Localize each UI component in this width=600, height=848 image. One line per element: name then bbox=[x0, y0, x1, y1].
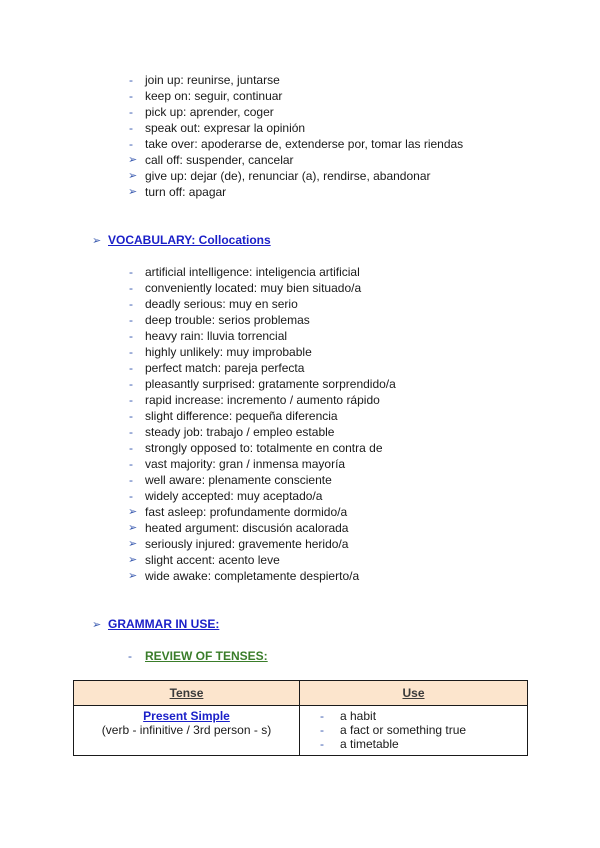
list-item-text: rapid increase: incremento / aumento rápido bbox=[145, 393, 380, 407]
list-item-text: deadly serious: muy en serio bbox=[145, 297, 298, 311]
tense-cell bbox=[74, 706, 300, 756]
list-item bbox=[128, 408, 396, 424]
collocations-list bbox=[128, 264, 396, 584]
tense-form: (verb - infinitive / 3rd person - s) bbox=[101, 723, 272, 737]
dash-bullet-icon: - bbox=[320, 723, 324, 737]
dash-bullet-icon: - bbox=[129, 345, 133, 359]
list-item-text: perfect match: pareja perfecta bbox=[145, 361, 305, 375]
list-item-text: call off: suspender, cancelar bbox=[145, 153, 294, 167]
list-item bbox=[128, 104, 463, 120]
dash-bullet-icon: - bbox=[129, 313, 133, 327]
list-item-text: conveniently located: muy bien situado/a bbox=[145, 281, 362, 295]
list-item-text: pick up: aprender, coger bbox=[145, 105, 274, 119]
list-item-text: speak out: expresar la opinión bbox=[145, 121, 306, 135]
arrow-bullet-icon: ➢ bbox=[92, 235, 102, 247]
list-item-text: fast asleep: profundamente dormido/a bbox=[145, 505, 348, 519]
list-item bbox=[128, 88, 463, 104]
table-header-row bbox=[74, 681, 528, 706]
tense-column-header: Tense bbox=[74, 681, 300, 706]
list-item-text: widely accepted: muy aceptado/a bbox=[145, 489, 323, 503]
dash-bullet-icon: - bbox=[128, 649, 132, 663]
list-item bbox=[128, 472, 396, 488]
list-item bbox=[128, 280, 396, 296]
grammar-heading-text: GRAMMAR IN USE: bbox=[108, 617, 220, 631]
list-item bbox=[128, 136, 463, 152]
list-item-text: well aware: plenamente consciente bbox=[145, 473, 332, 487]
arrow-bullet-icon: ➢ bbox=[128, 554, 138, 566]
dash-bullet-icon: - bbox=[129, 329, 133, 343]
arrow-bullet-icon: ➢ bbox=[128, 538, 138, 550]
tense-name: Present Simple bbox=[143, 709, 230, 723]
list-item-text: give up: dejar (de), renunciar (a), rendirse, abandonar bbox=[145, 169, 431, 183]
list-item bbox=[128, 344, 396, 360]
vocabulary-heading bbox=[92, 232, 271, 248]
dash-bullet-icon: - bbox=[129, 425, 133, 439]
list-item-text: slight difference: pequeña diferencia bbox=[145, 409, 338, 423]
list-item bbox=[128, 328, 396, 344]
list-item-text: seriously injured: gravemente herido/a bbox=[145, 537, 349, 551]
grammar-heading bbox=[92, 616, 219, 632]
list-item bbox=[128, 184, 463, 200]
list-item bbox=[128, 360, 396, 376]
use-item bbox=[320, 737, 521, 751]
tenses-table bbox=[73, 680, 528, 756]
list-item-text: wide awake: completamente despierto/a bbox=[145, 569, 360, 583]
list-item-text: turn off: apagar bbox=[145, 185, 227, 199]
uses-list bbox=[306, 709, 521, 751]
use-column-header: Use bbox=[300, 681, 528, 706]
use-item-text: a timetable bbox=[340, 737, 399, 751]
dash-bullet-icon: - bbox=[129, 473, 133, 487]
list-item bbox=[128, 520, 396, 536]
list-item-text: vast majority: gran / inmensa mayoría bbox=[145, 457, 346, 471]
phrasal-verbs-list bbox=[128, 72, 463, 200]
use-item bbox=[320, 723, 521, 737]
list-item-text: highly unlikely: muy improbable bbox=[145, 345, 312, 359]
arrow-bullet-icon: ➢ bbox=[128, 186, 138, 198]
dash-bullet-icon: - bbox=[129, 457, 133, 471]
dash-bullet-icon: - bbox=[129, 265, 133, 279]
list-item bbox=[128, 504, 396, 520]
list-item bbox=[128, 568, 396, 584]
use-item bbox=[320, 709, 521, 723]
list-item bbox=[128, 424, 396, 440]
arrow-bullet-icon: ➢ bbox=[128, 522, 138, 534]
table-row bbox=[74, 706, 528, 756]
arrow-bullet-icon: ➢ bbox=[128, 170, 138, 182]
list-item bbox=[128, 264, 396, 280]
dash-bullet-icon: - bbox=[129, 121, 133, 135]
dash-bullet-icon: - bbox=[129, 73, 133, 87]
list-item bbox=[128, 152, 463, 168]
dash-bullet-icon: - bbox=[129, 393, 133, 407]
dash-bullet-icon: - bbox=[129, 137, 133, 151]
list-item bbox=[128, 376, 396, 392]
list-item-text: artificial intelligence: inteligencia artificial bbox=[145, 265, 360, 279]
dash-bullet-icon: - bbox=[129, 441, 133, 455]
list-item bbox=[128, 440, 396, 456]
list-item bbox=[128, 392, 396, 408]
arrow-bullet-icon: ➢ bbox=[128, 506, 138, 518]
list-item-text: strongly opposed to: totalmente en contra de bbox=[145, 441, 383, 455]
list-item bbox=[128, 296, 396, 312]
dash-bullet-icon: - bbox=[129, 281, 133, 295]
list-item bbox=[128, 456, 396, 472]
list-item-text: slight accent: acento leve bbox=[145, 553, 280, 567]
use-item-text: a fact or something true bbox=[340, 723, 467, 737]
dash-bullet-icon: - bbox=[320, 737, 324, 751]
review-of-tenses-heading bbox=[128, 648, 268, 664]
list-item-text: heated argument: discusión acalorada bbox=[145, 521, 349, 535]
list-item-text: steady job: trabajo / empleo estable bbox=[145, 425, 335, 439]
dash-bullet-icon: - bbox=[129, 105, 133, 119]
list-item-text: keep on: seguir, continuar bbox=[145, 89, 283, 103]
dash-bullet-icon: - bbox=[320, 709, 324, 723]
list-item bbox=[128, 312, 396, 328]
list-item bbox=[128, 72, 463, 88]
dash-bullet-icon: - bbox=[129, 361, 133, 375]
list-item bbox=[128, 488, 396, 504]
dash-bullet-icon: - bbox=[129, 297, 133, 311]
review-of-tenses-text: REVIEW OF TENSES: bbox=[145, 649, 268, 663]
list-item bbox=[128, 536, 396, 552]
list-item bbox=[128, 168, 463, 184]
list-item bbox=[128, 552, 396, 568]
list-item-text: take over: apoderarse de, extenderse por, tomar las riendas bbox=[145, 137, 464, 151]
dash-bullet-icon: - bbox=[129, 89, 133, 103]
list-item-text: pleasantly surprised: gratamente sorprendido/a bbox=[145, 377, 396, 391]
list-item-text: heavy rain: lluvia torrencial bbox=[145, 329, 288, 343]
list-item bbox=[128, 120, 463, 136]
dash-bullet-icon: - bbox=[129, 377, 133, 391]
vocabulary-heading-text: VOCABULARY: Collocations bbox=[108, 233, 271, 247]
arrow-bullet-icon: ➢ bbox=[92, 619, 102, 631]
dash-bullet-icon: - bbox=[129, 489, 133, 503]
list-item-text: join up: reunirse, juntarse bbox=[145, 73, 280, 87]
dash-bullet-icon: - bbox=[129, 409, 133, 423]
use-cell bbox=[300, 706, 528, 756]
use-item-text: a habit bbox=[340, 709, 377, 723]
arrow-bullet-icon: ➢ bbox=[128, 154, 138, 166]
arrow-bullet-icon: ➢ bbox=[128, 570, 138, 582]
list-item-text: deep trouble: serios problemas bbox=[145, 313, 310, 327]
